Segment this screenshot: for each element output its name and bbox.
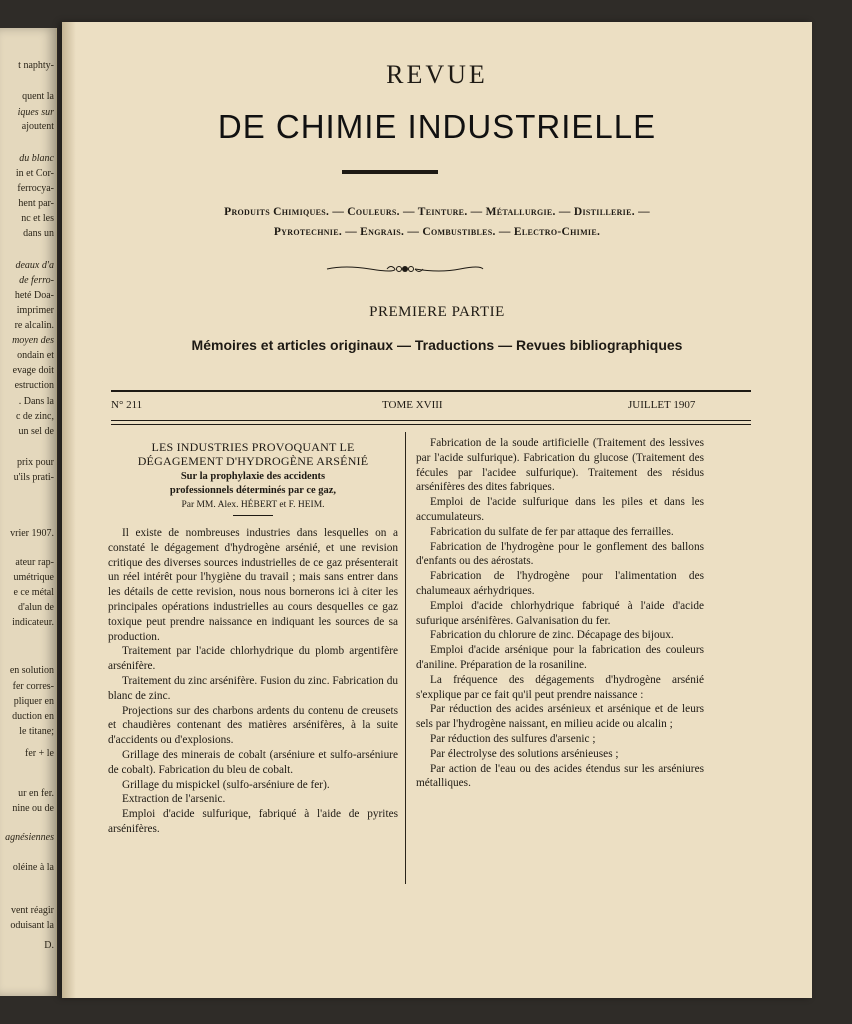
previous-page-text-fragment: indicateur. bbox=[12, 617, 54, 628]
previous-page-text-fragment: d'alun de bbox=[18, 602, 54, 613]
article-paragraph: Par action de l'eau ou des acides étendus sur les arséniures métalliques. bbox=[416, 762, 704, 790]
previous-page-text-fragment: hent par- bbox=[18, 198, 54, 209]
article-paragraph: Fabrication de la soude artificielle (Traitement des lessives par l'acide sulfurique). Fabrication du glucose (Traitement des fécules par l'acidee sulfurique). Traitement des résidus arsénifères des dites fabriques. bbox=[416, 437, 704, 494]
previous-page-text-fragment: de ferro- bbox=[19, 275, 54, 286]
article-paragraph: Par réduction des acides arsénieux et arsénique et de leurs sels par l'hydrogène naissant, en milieu acide ou alcalin ; bbox=[416, 703, 704, 731]
previous-page-text-fragment: pliquer en bbox=[13, 696, 54, 707]
previous-page-text-fragment: nine ou de bbox=[12, 803, 54, 814]
article-paragraph: Extraction de l'arsenic. bbox=[122, 793, 226, 806]
previous-page-text-fragment: nc et les bbox=[21, 213, 54, 224]
issue-number: N° 211 bbox=[111, 399, 143, 411]
previous-page-text-fragment: oléine à la bbox=[12, 862, 54, 873]
previous-page-text-fragment: deaux d'a bbox=[15, 260, 54, 271]
previous-page-text-fragment: evage doit bbox=[12, 365, 54, 376]
previous-page-text-fragment: fer corres- bbox=[12, 681, 54, 692]
article-paragraph: Il existe de nombreuses industries dans lesquelles on a constaté le dégagement d'hydrogène arsénié, et une revision critique des diverses sources industrielles de ce gaz présenterait un réel intérêt pour l'hygiène du travail ; mais sans entrer dans les détails de cette revision, nous nous bornerons ici à citer les principales opérations industrielles au cours desquelles ce gaz toxique peut prendre naissance en indiquant les sources de sa production. bbox=[108, 527, 398, 643]
topics-line-1: Produits Chimiques. — Couleurs. — Teinture. — Métallurgie. — Distillerie. — bbox=[224, 206, 650, 218]
previous-page-text-fragment: in et Cor- bbox=[15, 168, 54, 179]
issue-rule-bottom bbox=[111, 420, 751, 421]
previous-page-text-fragment: prix pour bbox=[17, 457, 54, 468]
article-paragraph: Fabrication de l'hydrogène pour l'alimentation des chalumeaux aérhydriques. bbox=[416, 570, 704, 597]
part-title: PREMIERE PARTIE bbox=[369, 304, 505, 320]
article-paragraph: Emploi d'acide sulfurique, fabriqué à l'aide de pyrites arsénifères. bbox=[108, 808, 398, 835]
previous-page-text-fragment: ajoutent bbox=[21, 121, 54, 132]
journal-name-revue: REVUE bbox=[386, 60, 488, 89]
previous-page-text-fragment: le titane; bbox=[19, 726, 54, 737]
previous-page-text-fragment: vent réagir bbox=[10, 905, 54, 916]
previous-page-text-fragment: iques sur bbox=[17, 107, 54, 118]
article-title: LES INDUSTRIES PROVOQUANT LE DÉGAGEMENT D'HYDROGÈNE ARSÉNIÉ bbox=[137, 440, 369, 468]
previous-page-text-fragment: quent la bbox=[22, 91, 54, 102]
topics-line-2: Pyrotechnie. — Engrais. — Combustibles. — Electro-Chimie. bbox=[273, 226, 601, 238]
previous-page-text-fragment: ur en fer. bbox=[18, 788, 54, 799]
previous-page-text-fragment: c de zinc, bbox=[15, 411, 54, 422]
issue-date: JUILLET 1907 bbox=[628, 399, 696, 411]
article-right-column bbox=[416, 436, 704, 791]
right-paragraphs bbox=[416, 436, 704, 791]
previous-page-text-fragment: umétrique bbox=[13, 572, 54, 583]
article-paragraph: Traitement par l'acide chlorhydrique du plomb argentifère arsénifère. bbox=[108, 645, 398, 673]
previous-page-text-fragment: re alcalin. bbox=[14, 320, 54, 331]
ornament-divider bbox=[325, 261, 485, 277]
article-paragraph: Fabrication du chlorure de zinc. Décapage des bijoux. bbox=[430, 629, 674, 642]
column-divider bbox=[405, 432, 406, 884]
article-paragraph: Emploi de l'acide sulfurique dans les piles et dans les accumulateurs. bbox=[416, 496, 704, 523]
article-left-column bbox=[108, 440, 398, 837]
article-paragraph: Emploi d'acide chlorhydrique fabriqué à l'aide d'acide sufurique arsénifères. Galvanisation du fer. bbox=[416, 599, 704, 627]
article-paragraph: Projections sur des charbons ardents du contenu de creusets et chaudières contenant des matières arsénifères, à la suite d'accidents ou d'explosions. bbox=[108, 704, 398, 747]
article-paragraph: Traitement du zinc arsénifère. Fusion du zinc. Fabrication du blanc de zinc. bbox=[108, 674, 398, 702]
previous-page-text-fragment: vrier 1907. bbox=[10, 528, 54, 539]
previous-page-edge bbox=[0, 28, 57, 996]
issue-tome: TOME XVIII bbox=[382, 399, 443, 411]
issue-rule-top bbox=[111, 390, 751, 392]
article-paragraph: Fabrication de l'hydrogène pour le gonflement des ballons d'enfants ou des aérostats. bbox=[416, 540, 704, 568]
previous-page-text-fragment: D. bbox=[44, 940, 54, 951]
article-subtitle: Sur la prophylaxie des accidents bbox=[180, 471, 326, 482]
previous-page-text-fragment: agnésiennes bbox=[5, 832, 54, 843]
article-subtitle-continued: professionnels déterminés par ce gaz, bbox=[169, 485, 337, 496]
previous-page-text-fragment: un sel de bbox=[18, 426, 54, 437]
part-subtitle: Mémoires et articles originaux — Traductions — Revues bibliographiques bbox=[191, 337, 683, 353]
authors-rule bbox=[233, 515, 273, 516]
journal-page bbox=[62, 22, 812, 998]
previous-page-text-fragment: moyen des bbox=[12, 335, 54, 346]
title-rule bbox=[342, 170, 438, 174]
previous-page-text-fragment: ferrocya- bbox=[17, 183, 54, 194]
previous-page-text-fragment: t naphty- bbox=[18, 60, 54, 71]
article-paragraph: Emploi d'acide arsénique pour la fabrication des couleurs d'aniline. Préparation de la rosaniline. bbox=[416, 644, 704, 671]
previous-page-text-fragment: oduisant la bbox=[10, 920, 54, 931]
previous-page-text-fragment: du blanc bbox=[19, 153, 54, 164]
left-paragraphs bbox=[108, 526, 398, 837]
previous-page-text-fragment: ateur rap- bbox=[15, 557, 54, 568]
article-paragraph: Par réduction des sulfures d'arsenic ; bbox=[430, 732, 596, 745]
previous-page-text-fragment: en solution bbox=[9, 665, 54, 676]
previous-page-text-fragment: fer + le bbox=[25, 748, 54, 759]
previous-page-text-fragment: duction en bbox=[12, 711, 54, 722]
previous-page-text-fragment: e ce métal bbox=[13, 587, 54, 598]
previous-page-text-fragment: u'ils prati- bbox=[13, 472, 54, 483]
previous-page-text-fragment: dans un bbox=[23, 228, 54, 239]
previous-page-text-fragment: estruction bbox=[14, 380, 54, 391]
journal-title: DE CHIMIE INDUSTRIELLE bbox=[217, 108, 657, 145]
article-paragraph: La fréquence des dégagements d'hydrogène arsénié s'explique par ce fait qu'il peut prendre naissance : bbox=[416, 673, 704, 701]
article-authors: Par MM. Alex. HÉBERT et F. HEIM. bbox=[181, 500, 325, 510]
previous-page-text-fragment: heté Doa- bbox=[14, 290, 54, 301]
issue-rule-bottom-double bbox=[111, 424, 751, 425]
previous-page-text-fragment: . Dans la bbox=[18, 396, 54, 407]
previous-page-text-fragment: imprimer bbox=[16, 305, 54, 316]
article-paragraph: Grillage du mispickel (sulfo-arséniure de fer). bbox=[122, 778, 330, 791]
article-paragraph: Grillage des minerais de cobalt (arséniure et sulfo-arséniure de cobalt). Fabrication du bleu de cobalt. bbox=[108, 748, 398, 776]
article-paragraph: Fabrication du sulfate de fer par attaque des ferrailles. bbox=[430, 525, 674, 538]
article-paragraph: Par électrolyse des solutions arsénieuses ; bbox=[430, 747, 619, 760]
previous-page-text-fragment: ondain et bbox=[17, 350, 54, 361]
